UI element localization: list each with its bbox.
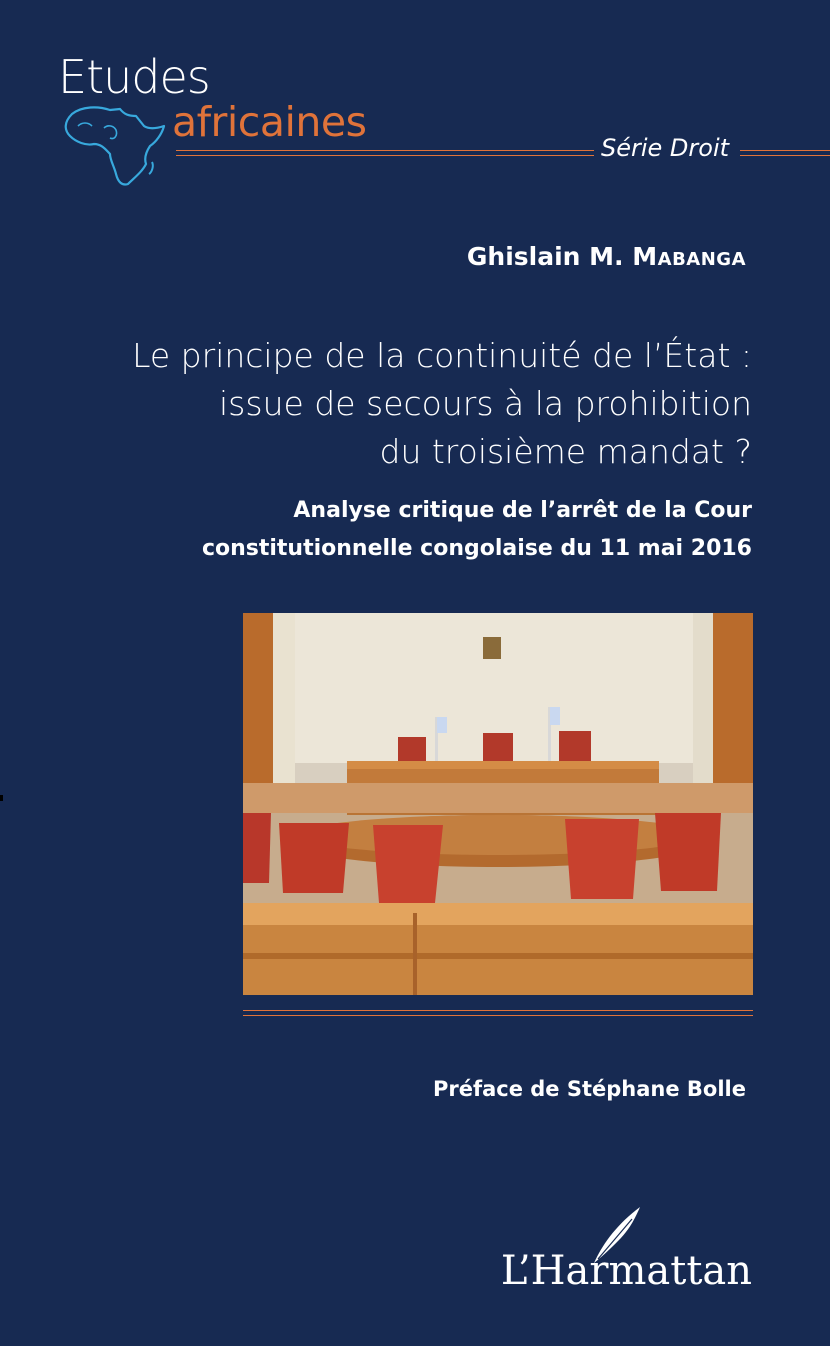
africa-map-icon: [58, 100, 170, 190]
series-rule-right: [740, 150, 830, 156]
title-line: issue de secours à la prohibition: [219, 384, 752, 423]
series-title-africaines: africaines: [172, 98, 367, 146]
subtitle-line: constitutionnelle congolaise du 11 mai 2016: [201, 536, 752, 561]
title-line: Le principe de la continuité de l’État :: [132, 336, 752, 375]
subtitle-line: Analyse critique de l’arrêt de la Cour: [293, 498, 752, 523]
title-line: du troisième mandat ?: [379, 432, 752, 471]
author-last-name: Mabanga: [632, 242, 746, 271]
series-rule-left: [176, 150, 594, 156]
publisher-logo-text: L’Harmattan: [500, 1248, 752, 1294]
book-title: [52, 332, 752, 476]
edge-mark: [0, 795, 3, 801]
author-first-name: Ghislain M.: [466, 242, 624, 271]
series-title-etudes: Etudes: [58, 50, 210, 104]
author-name: [467, 242, 746, 271]
series-subtitle: Série Droit: [601, 134, 730, 162]
book-subtitle: [52, 492, 752, 568]
courtroom-photo: [243, 613, 753, 995]
preface-credit: Préface de Stéphane Bolle: [432, 1077, 746, 1101]
photo-rule: [243, 1010, 753, 1016]
